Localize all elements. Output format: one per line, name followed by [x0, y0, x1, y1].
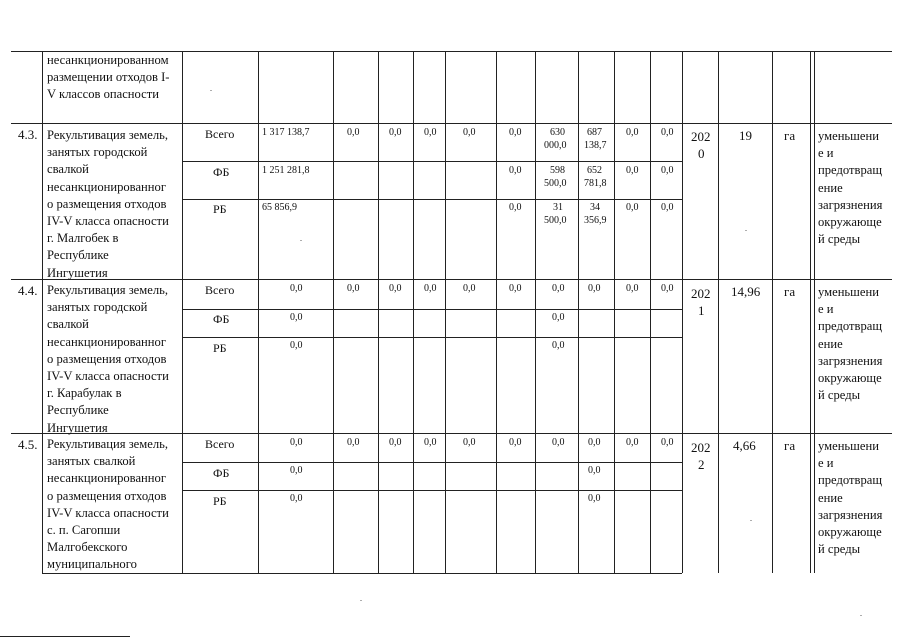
desc-line: занятых городской [47, 145, 148, 160]
result-line: окружающе [818, 215, 882, 230]
value-cell: 0,0 [509, 437, 522, 448]
source-fb: ФБ [213, 165, 230, 179]
desc-line: несанкционированног [47, 471, 166, 486]
source-fb: ФБ [213, 312, 230, 326]
desc-line: с. п. Сагопши [47, 523, 121, 538]
value-cell: 0,0 [588, 437, 601, 448]
col-border [578, 51, 579, 573]
value-cell: 0,0 [290, 437, 303, 448]
value-cell: 0,0 [588, 465, 601, 476]
desc-line: Республике [47, 403, 109, 418]
col-border [413, 51, 414, 573]
col-border [535, 51, 536, 573]
scan-speck [210, 90, 212, 91]
value-cell: 0,0 [588, 493, 601, 504]
source-total: Всего [205, 437, 235, 451]
unit-cell: га [784, 438, 796, 453]
result-line: ение [818, 490, 843, 505]
result-line: окружающе [818, 371, 882, 386]
value-cell: 0,0 [389, 127, 402, 138]
year-cell: 2 [698, 457, 705, 472]
value-cell: 0,0 [661, 283, 674, 294]
result-line: ение [818, 336, 843, 351]
value-cell: 781,8 [584, 178, 607, 189]
col-border [445, 51, 446, 573]
result-line: загрязнения [818, 197, 883, 212]
subrow-divider [182, 309, 682, 310]
row-divider [11, 123, 892, 124]
value-cell: 0,0 [661, 127, 674, 138]
desc-line: муниципального [47, 557, 137, 572]
value-cell: 0,0 [290, 340, 303, 351]
col-border [378, 51, 379, 573]
col-border [772, 51, 773, 573]
value-cell: 0,0 [463, 437, 476, 448]
desc-line: о размещения отходов [47, 488, 167, 503]
value-cell: 000,0 [544, 140, 567, 151]
value-cell: 0,0 [389, 283, 402, 294]
col-border [614, 51, 615, 573]
value-cell: 0,0 [509, 202, 522, 213]
subrow-divider [182, 199, 682, 200]
result-line: е и [818, 456, 834, 471]
desc-line: V классов опасности [47, 87, 159, 102]
value-cell: 0,0 [552, 312, 565, 323]
value-cell: 0,0 [626, 437, 639, 448]
row-number: 4.4. [18, 283, 38, 298]
row-description [47, 436, 169, 574]
value-cell: 34 [590, 202, 600, 213]
value-cell: 0,0 [290, 493, 303, 504]
value-cell: 138,7 [584, 140, 607, 151]
amount-total: 1 317 138,7 [262, 127, 310, 138]
amount-rb: 65 856,9 [262, 202, 297, 213]
row-description [47, 127, 169, 282]
value-cell: 0,0 [509, 127, 522, 138]
value-cell: 0,0 [552, 283, 565, 294]
value-cell: 0,0 [290, 465, 303, 476]
value-cell: 0,0 [347, 127, 360, 138]
value-cell: 500,0 [544, 215, 567, 226]
result-line: предотвращ [818, 473, 883, 488]
value-cell: 0,0 [509, 283, 522, 294]
result-line: е и [818, 146, 834, 161]
expected-result [818, 128, 882, 248]
desc-line: Ингушетия [47, 265, 108, 280]
year-cell: 1 [698, 303, 705, 318]
desc-line: размещении отходов I- [47, 70, 170, 85]
result-line: уменьшени [818, 129, 879, 143]
result-line: е и [818, 302, 834, 317]
col-border [650, 51, 651, 573]
prev-row-description [47, 52, 169, 104]
desc-line: Рекультивация земель, [47, 128, 168, 142]
desc-line: несанкционированног [47, 334, 166, 349]
desc-line: г. Карабулак в [47, 386, 122, 401]
result-line: й среды [818, 232, 861, 247]
subrow-divider [182, 161, 682, 162]
value-cell: 500,0 [544, 178, 567, 189]
col-border [810, 51, 811, 573]
desc-line: занятых городской [47, 300, 148, 315]
scan-speck [300, 240, 302, 241]
row-description [47, 282, 169, 437]
desc-line: свалкой [47, 317, 89, 332]
desc-line: г. Малгобек в [47, 231, 119, 246]
source-rb: РБ [213, 341, 227, 355]
result-line: загрязнения [818, 353, 883, 368]
unit-cell: га [784, 128, 796, 143]
value-cell: 0,0 [626, 202, 639, 213]
value-cell: 630 [550, 127, 565, 138]
desc-line: несанкционированног [47, 179, 166, 194]
col-border [718, 51, 719, 573]
source-total: Всего [205, 127, 235, 141]
year-cell: 202 [691, 129, 711, 144]
result-line: уменьшени [818, 439, 879, 453]
col-border [182, 51, 183, 573]
value-cell: 0,0 [389, 437, 402, 448]
desc-line: IV-V класса опасности [47, 369, 169, 384]
desc-line: свалкой [47, 162, 89, 177]
scan-speck [860, 615, 862, 616]
source-total: Всего [205, 283, 235, 297]
value-cell: 0,0 [661, 437, 674, 448]
result-line: загрязнения [818, 507, 883, 522]
result-line: предотвращ [818, 319, 883, 334]
year-cell: 0 [698, 146, 705, 161]
year-cell: 202 [691, 440, 711, 455]
source-rb: РБ [213, 494, 227, 508]
result-line: окружающе [818, 525, 882, 540]
indicator-value: 4,66 [733, 438, 756, 453]
amount-fb: 1 251 281,8 [262, 165, 310, 176]
row-number: 4.3. [18, 127, 38, 142]
value-cell: 31 [553, 202, 563, 213]
desc-line: занятых свалкой [47, 454, 136, 469]
value-cell: 0,0 [424, 283, 437, 294]
desc-line: несанкционированном [47, 53, 169, 67]
indicator-value: 19 [739, 128, 752, 143]
row-number: 4.5. [18, 437, 38, 452]
desc-line: о размещения отходов [47, 196, 167, 211]
desc-line: Рекультивация земель, [47, 437, 168, 451]
col-border [496, 51, 497, 573]
value-cell: 0,0 [290, 312, 303, 323]
value-cell: 0,0 [290, 283, 303, 294]
desc-line: Республике [47, 248, 109, 263]
value-cell: 0,0 [509, 165, 522, 176]
desc-line: о размещения отходов [47, 351, 167, 366]
unit-cell: га [784, 284, 796, 299]
page-footer-line [0, 636, 130, 637]
subrow-divider [182, 490, 682, 491]
value-cell: 0,0 [424, 127, 437, 138]
scan-speck [745, 230, 747, 231]
value-cell: 0,0 [626, 283, 639, 294]
desc-line: Рекультивация земель, [47, 283, 168, 297]
value-cell: 356,9 [584, 215, 607, 226]
value-cell: 0,0 [347, 283, 360, 294]
scan-speck [360, 600, 362, 601]
source-rb: РБ [213, 202, 227, 216]
value-cell: 0,0 [424, 437, 437, 448]
value-cell: 0,0 [626, 165, 639, 176]
source-fb: ФБ [213, 466, 230, 480]
scan-speck [750, 520, 752, 521]
result-line: ение [818, 180, 843, 195]
col-border [258, 51, 259, 573]
subrow-divider [182, 337, 682, 338]
subrow-divider [182, 462, 682, 463]
indicator-value: 14,96 [731, 284, 761, 299]
desc-line: Ингушетия [47, 420, 108, 435]
col-border [814, 51, 815, 573]
expected-result [818, 438, 882, 558]
value-cell: 0,0 [661, 165, 674, 176]
col-border [333, 51, 334, 573]
value-cell: 652 [587, 165, 602, 176]
year-cell: 202 [691, 286, 711, 301]
col-border [682, 51, 683, 573]
col-border [42, 51, 43, 573]
value-cell: 687 [587, 127, 602, 138]
result-line: й среды [818, 542, 861, 557]
value-cell: 0,0 [463, 283, 476, 294]
expected-result [818, 284, 882, 404]
desc-line: IV-V класса опасности [47, 505, 169, 520]
result-line: й среды [818, 388, 861, 403]
result-line: уменьшени [818, 285, 879, 299]
value-cell: 0,0 [552, 437, 565, 448]
value-cell: 0,0 [588, 283, 601, 294]
desc-line: Малгобекского [47, 540, 128, 555]
value-cell: 0,0 [661, 202, 674, 213]
desc-line: IV-V класса опасности [47, 214, 169, 229]
value-cell: 0,0 [552, 340, 565, 351]
value-cell: 598 [550, 165, 565, 176]
value-cell: 0,0 [626, 127, 639, 138]
result-line: предотвращ [818, 163, 883, 178]
value-cell: 0,0 [347, 437, 360, 448]
value-cell: 0,0 [463, 127, 476, 138]
